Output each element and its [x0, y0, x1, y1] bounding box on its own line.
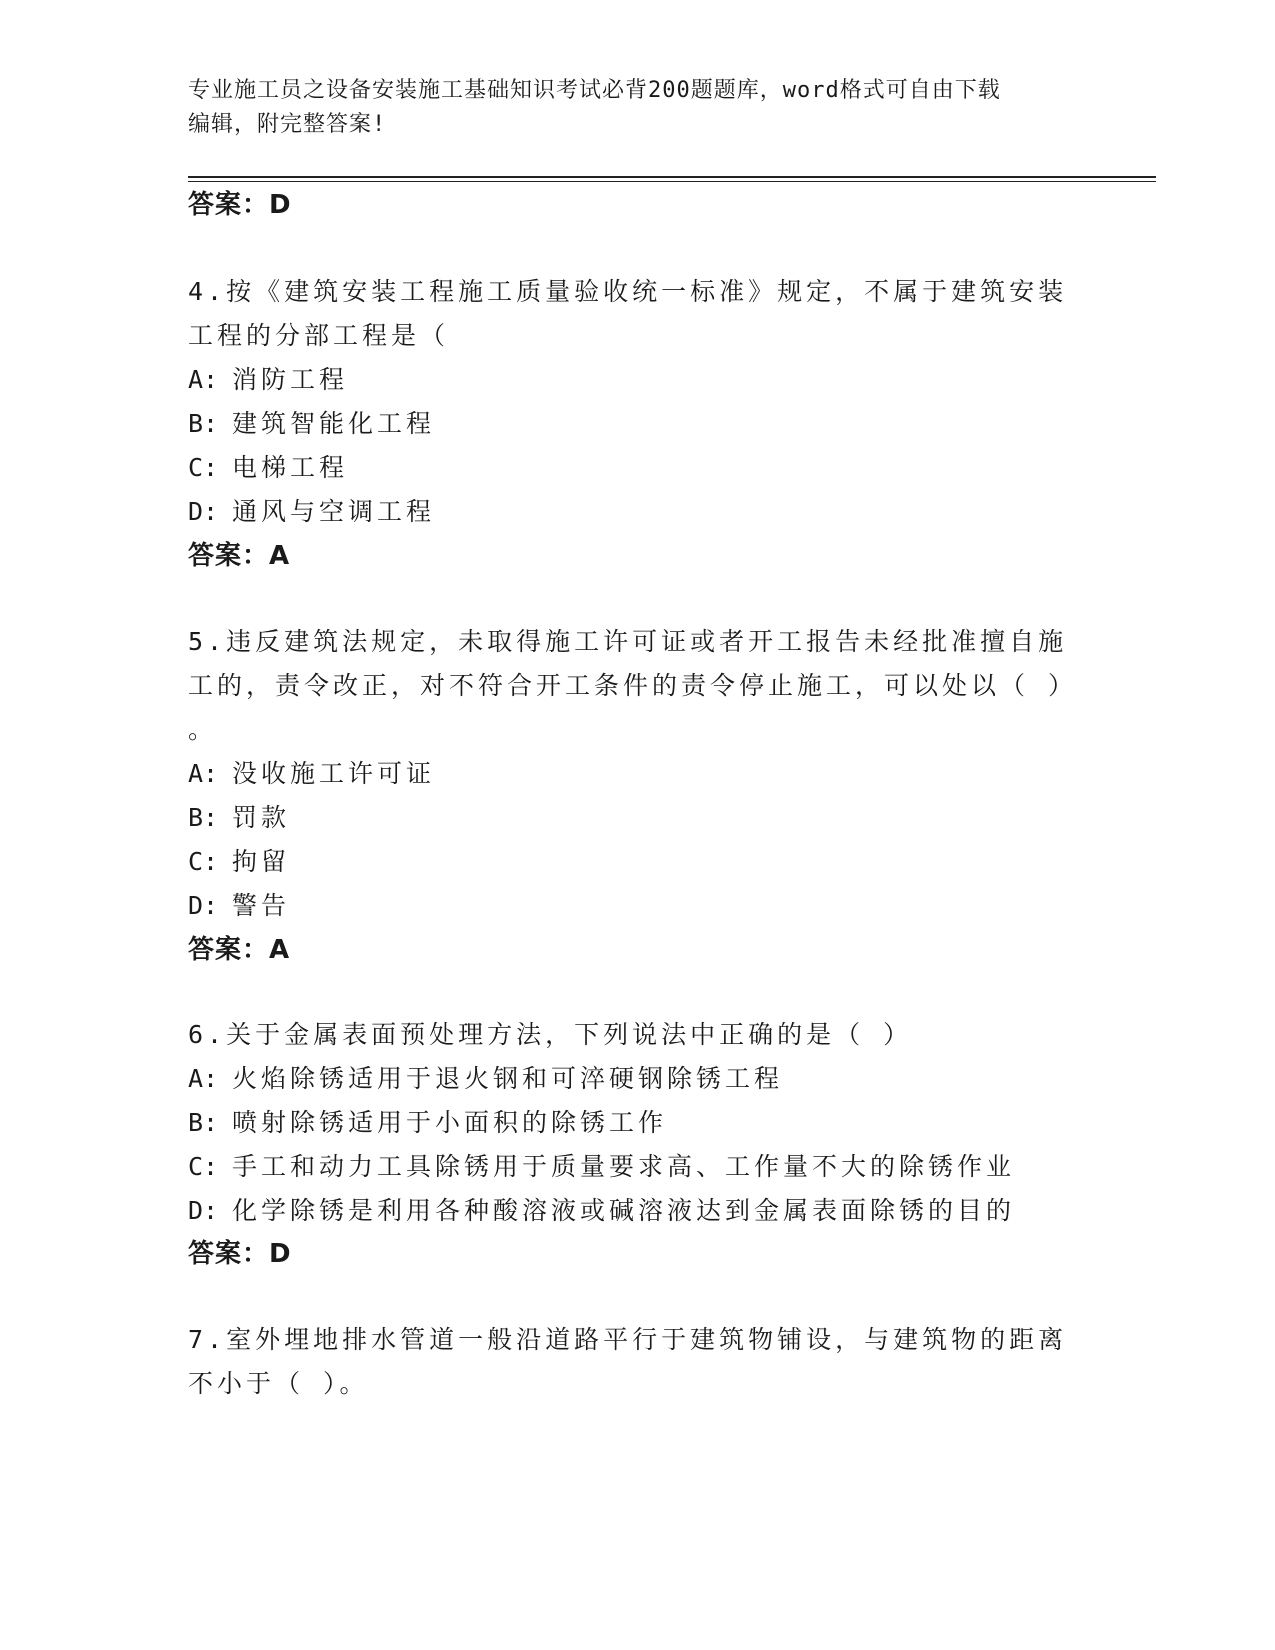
option-letter: C:: [188, 1152, 219, 1181]
option-text: 电梯工程: [232, 453, 349, 482]
option-letter: D:: [188, 497, 219, 526]
option-letter: A:: [188, 365, 219, 394]
header-line-1: 专业施工员之设备安装施工基础知识考试必背200题题库，word格式可自由下载: [188, 78, 1001, 103]
question-4-option-a: [188, 360, 348, 396]
option-letter: D:: [188, 1196, 219, 1225]
option-text: 拘留: [232, 847, 291, 876]
question-4-answer: 答案：A: [188, 541, 291, 571]
question-7-line-2: 不小于（ ）。: [188, 1369, 369, 1398]
header-line-2: 编辑，附完整答案!: [188, 112, 387, 137]
question-5-line-1: 5.违反建筑法规定，未取得施工许可证或者开工报告未经批准擅自施: [188, 627, 1068, 656]
document-header: [188, 74, 1088, 142]
option-letter: B:: [188, 1108, 219, 1137]
option-text: 建筑智能化工程: [232, 409, 436, 438]
question-5-line-3: 。: [188, 715, 218, 744]
option-letter: D:: [188, 891, 219, 920]
question-5-option-a: [188, 754, 435, 790]
question-7-line-1: 7.室外埋地排水管道一般沿道路平行于建筑物铺设，与建筑物的距离: [188, 1325, 1068, 1354]
option-letter: C:: [188, 453, 219, 482]
question-4-line-2: 工程的分部工程是（: [188, 321, 450, 350]
question-6-option-d: [188, 1191, 1015, 1227]
question-4-option-b: [188, 404, 435, 440]
question-6-option-a: [188, 1059, 783, 1095]
option-letter: B:: [188, 409, 219, 438]
option-text: 喷射除锈适用于小面积的除锈工作: [232, 1108, 668, 1137]
header-divider: [188, 176, 1156, 182]
option-letter: A:: [188, 1064, 219, 1093]
question-6-option-c: [188, 1147, 1015, 1183]
question-5-answer: 答案：A: [188, 935, 291, 965]
option-text: 通风与空调工程: [232, 497, 436, 526]
option-text: 警告: [232, 891, 291, 920]
question-6-option-b: [188, 1103, 667, 1139]
option-text: 化学除锈是利用各种酸溶液或碱溶液达到金属表面除锈的目的: [232, 1196, 1016, 1225]
question-4-line-1: 4.按《建筑安装工程施工质量验收统一标准》规定，不属于建筑安装: [188, 277, 1068, 306]
option-text: 消防工程: [232, 365, 349, 394]
question-5-option-d: [188, 886, 290, 922]
question-4-option-d: [188, 492, 435, 528]
question-6-answer: 答案：D: [188, 1239, 292, 1269]
question-5-option-b: [188, 798, 290, 834]
previous-answer: 答案：D: [188, 190, 292, 220]
question-6-line-1: 6.关于金属表面预处理方法，下列说法中正确的是（ ）: [188, 1020, 913, 1049]
option-letter: C:: [188, 847, 219, 876]
option-letter: B:: [188, 803, 219, 832]
question-5-option-c: [188, 842, 290, 878]
option-text: 火焰除锈适用于退火钢和可淬硬钢除锈工程: [232, 1064, 784, 1093]
option-letter: A:: [188, 759, 219, 788]
option-text: 罚款: [232, 803, 291, 832]
option-text: 手工和动力工具除锈用于质量要求高、工作量不大的除锈作业: [232, 1152, 1016, 1181]
option-text: 没收施工许可证: [232, 759, 436, 788]
question-4-option-c: [188, 448, 348, 484]
question-5-line-2: 工的，责令改正，对不符合开工条件的责令停止施工，可以处以（ ）: [188, 671, 1078, 700]
